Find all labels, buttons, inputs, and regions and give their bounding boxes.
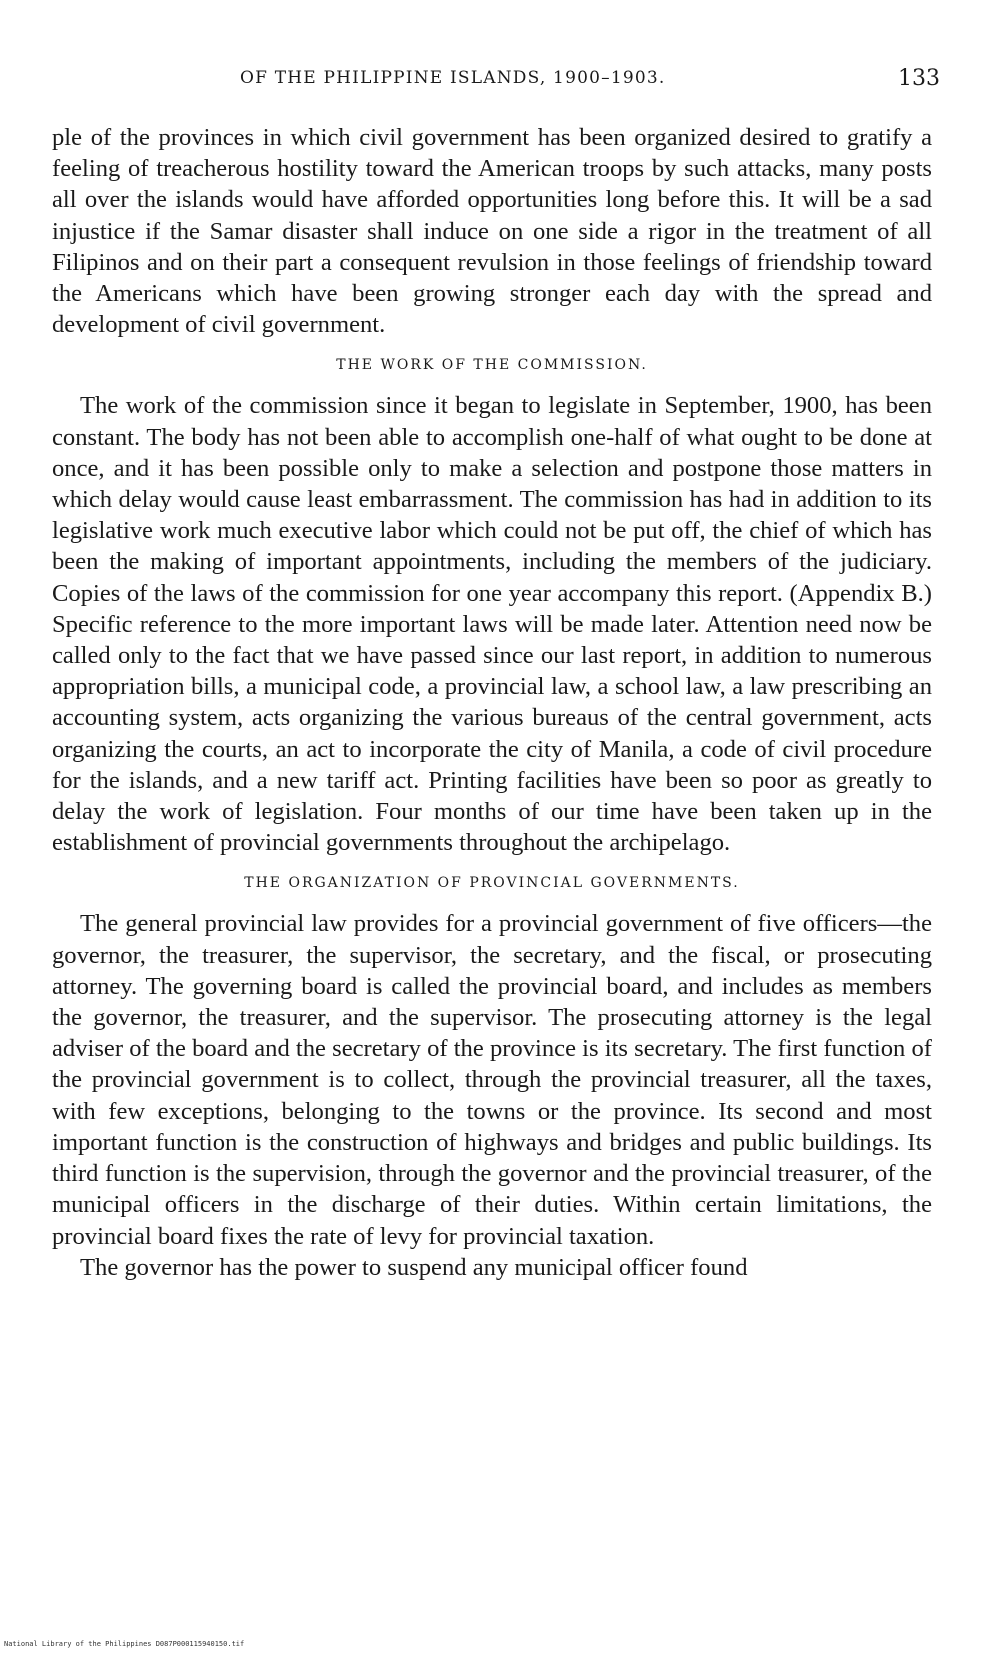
running-head: OF THE PHILIPPINE ISLANDS, 1900–1903. (240, 68, 666, 88)
paragraph-work-of-commission: The work of the commission since it began to legislate in September, 1900, has been constant. The body has not been able to accomplish one-half of what ought to be done at once, and it has been possible only to make a selection and postpone those matters in which delay would cause least embarrassment. The commission has had in addition to its legislative work much executive labor which could not be put off, the chief of which has been the making of important appointments, including the members of the judiciary. Copies of the laws of the commission for one year accompany this report. (Appendix B.) Specific reference to the more important laws will be made later. Attention need now be called only to the fact that we have passed since our last report, in addition to numerous appropriation bills, a municipal code, a provincial law, a school law, a law prescribing an accounting system, acts organizing the various bureaus of the central government, acts organizing the courts, an act to incorporate the city of Manila, a code of civil procedure for the islands, and a new tariff act. Printing facilities have been so poor as greatly to delay the work of legislation. Four months of our time have been taken up in the establishment of provincial governments throughout the archipelago. (52, 392, 932, 857)
scan-footer: National Library of the Philippines D087P000115940150.tif (4, 1640, 245, 1648)
section-heading-provincial-governments: THE ORGANIZATION OF PROVINCIAL GOVERNMENTS. (244, 875, 740, 892)
section-heading-work-of-commission: THE WORK OF THE COMMISSION. (336, 357, 648, 374)
page-header (50, 68, 940, 98)
paragraph-continuation: ple of the provinces in which civil government has been organized desired to gratify a feeling of treacherous hostility toward the American troops by such attacks, many posts all over the islands would have afforded opportunities long before this. It will be a sad injustice if the Samar disaster shall induce on one side a rigor in the treatment of all Filipinos and on their part a consequent revulsion in those feelings of friendship toward the Americans which have been growing stronger each day with the spread and development of civil government. (52, 124, 932, 339)
page-body (52, 122, 932, 1283)
paragraph-governor-power: The governor has the power to suspend any municipal officer found (80, 1253, 748, 1281)
page-number: 133 (898, 66, 940, 91)
paragraph-provincial-law: The general provincial law provides for a provincial government of five officers—the governor, the treasurer, the supervisor, the secretary, and the fiscal, or prosecuting attorney. The governing board is called the provincial board, and includes as members the governor, the treasurer, and the supervisor. The prosecuting attorney is the legal adviser of the board and the secretary of the province is its secretary. The first function of the provincial government is to collect, through the provincial treasurer, all the taxes, with few exceptions, belonging to the towns or the province. Its second and most important function is the construction of highways and bridges and public buildings. Its third function is the supervision, through the governor and the provincial treasurer, of the municipal officers in the discharge of their duties. Within certain limitations, the provincial board fixes the rate of levy for provincial taxation. (52, 910, 932, 1250)
